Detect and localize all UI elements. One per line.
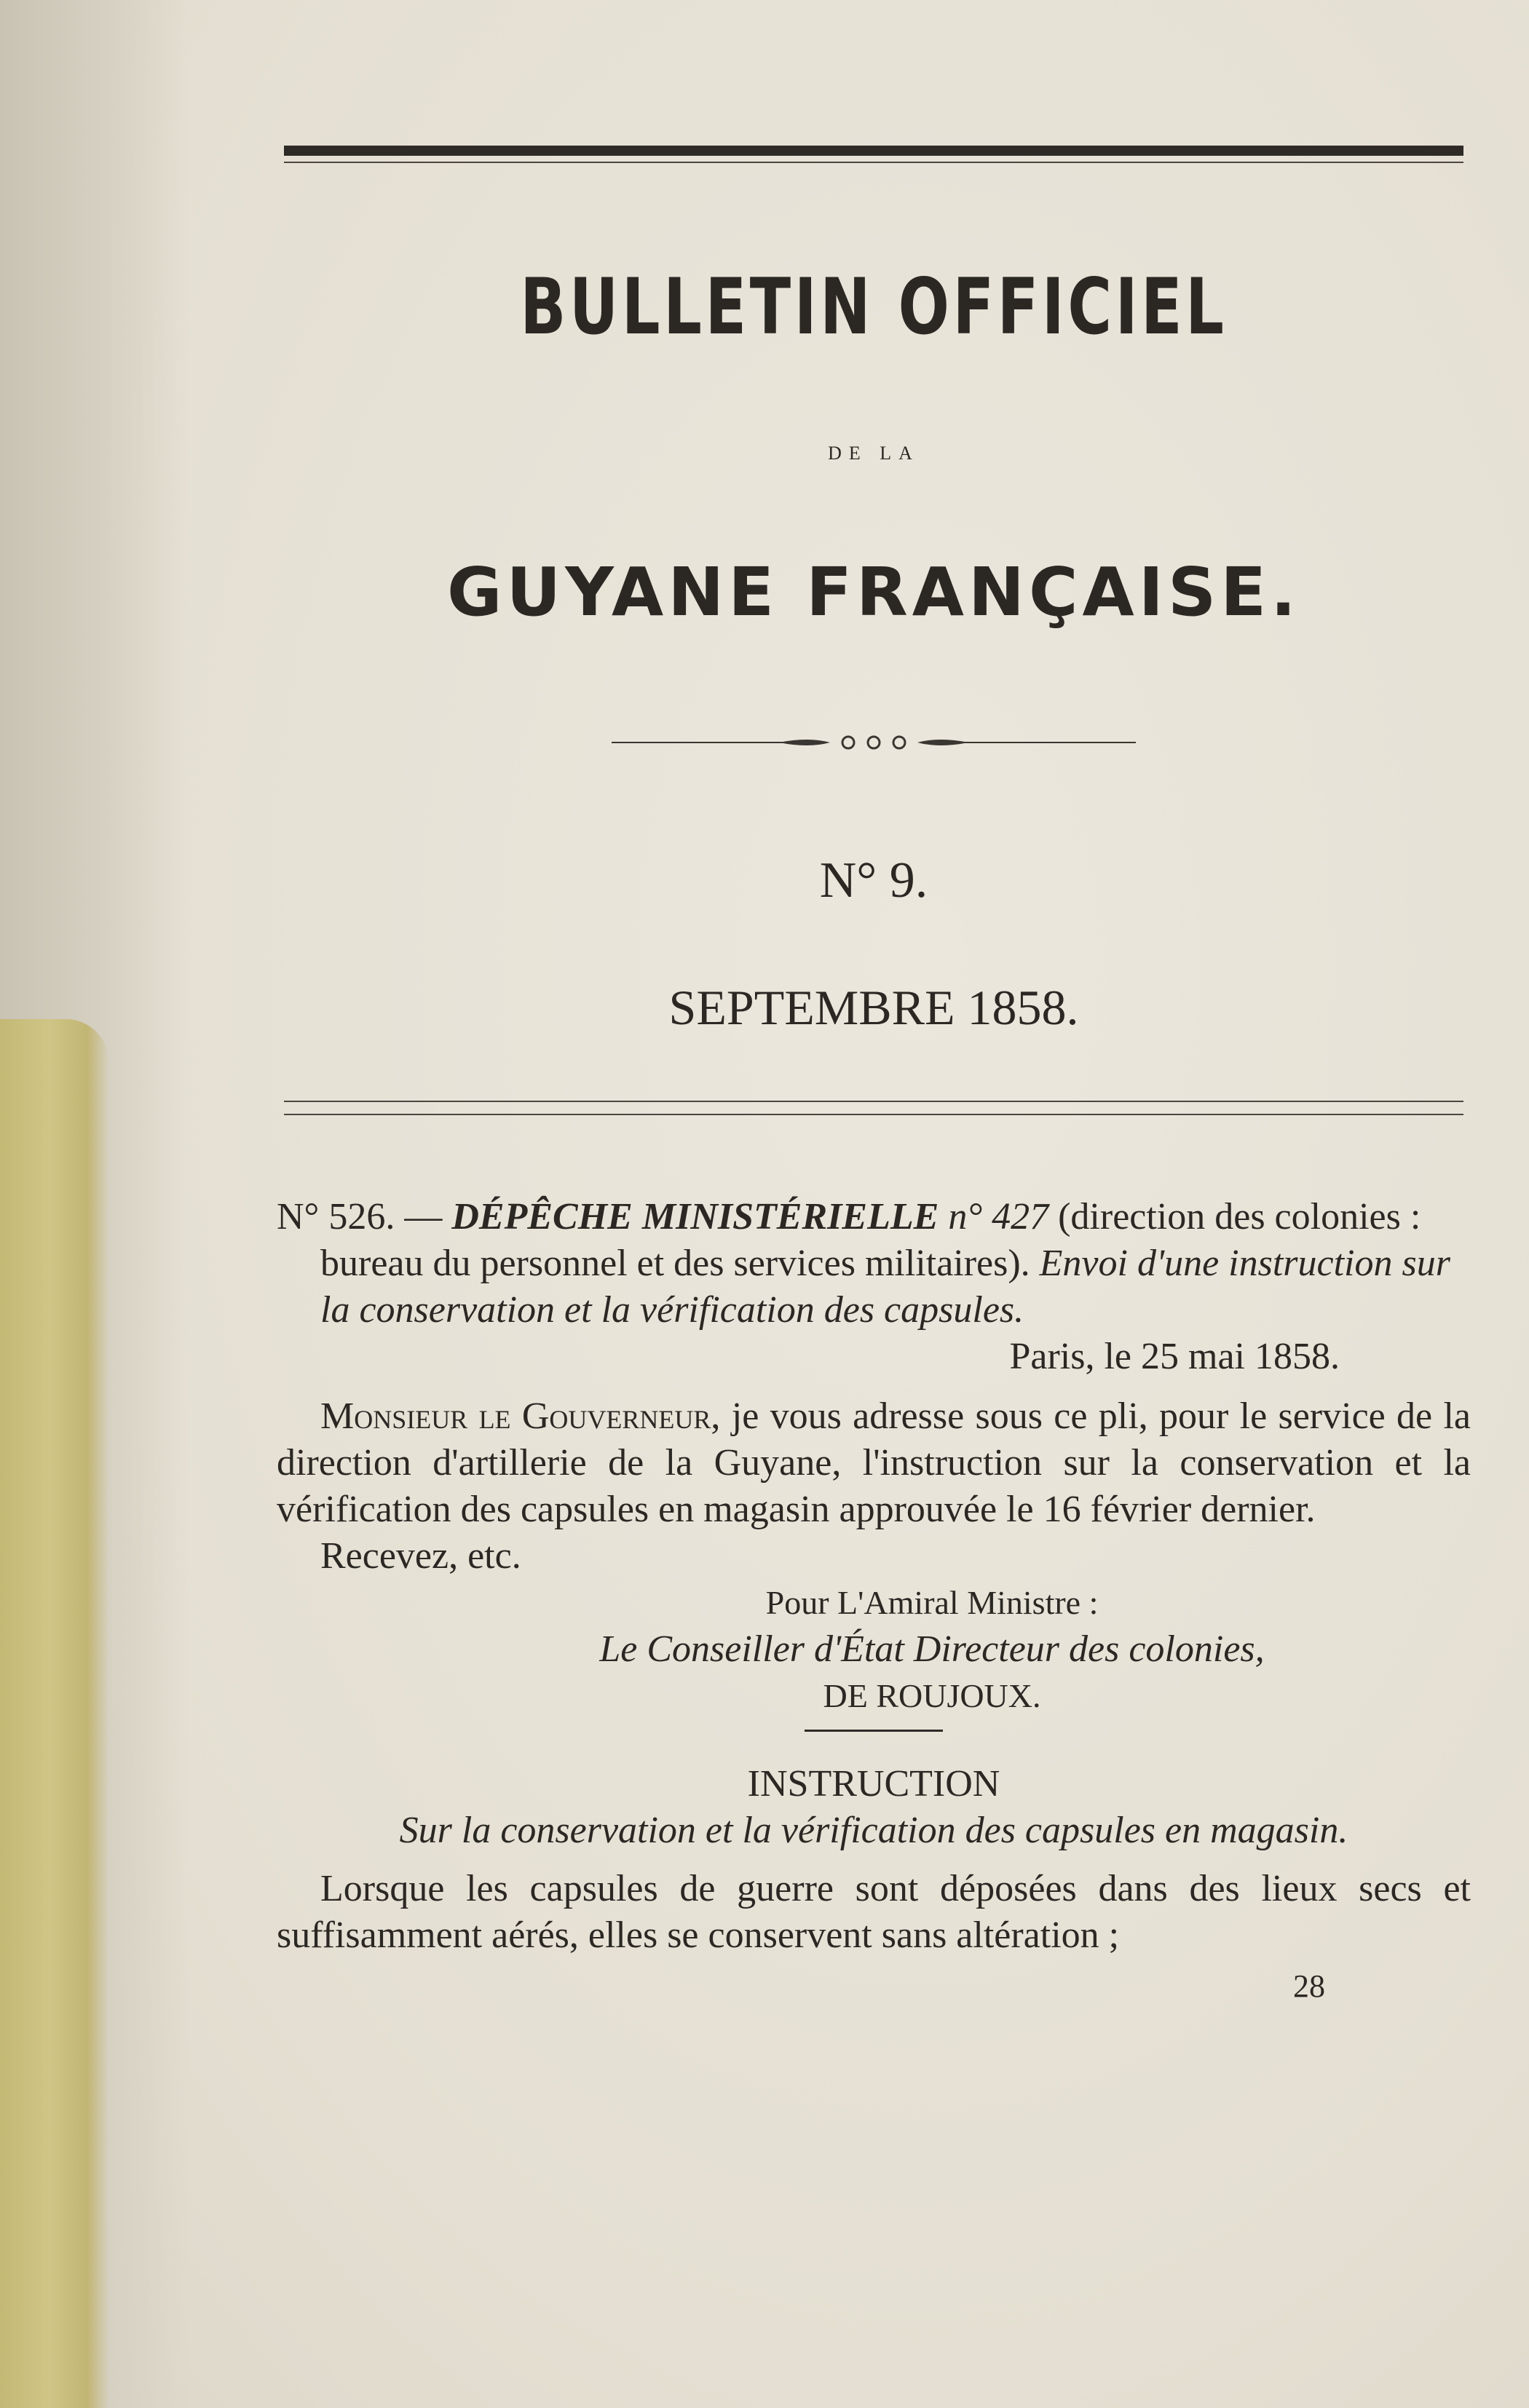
instruction-text: Lorsque les capsules de guerre sont déposées dans des lieux secs et suffisamment aérés, elles se conservent sans altération ;: [277, 1868, 1471, 1956]
bulletin-number: N° 9.: [819, 852, 928, 908]
separator: [805, 1730, 943, 1732]
signature-name: DE ROUJOUX.: [823, 1677, 1041, 1714]
instruction-subtitle: Sur la conservation et la vérification des capsules en magasin.: [399, 1810, 1348, 1851]
dispatch-body: Monsieur le Gouverneur, je vous adresse sous ce pli, pour le service de la direction d'artillerie de la Guyane, l'instruction sur la conservation et la vérification des capsules en magasin approuvée le 16 février dernier.: [277, 1395, 1471, 1530]
place-date: Paris, le 25 mai 1858.: [1009, 1336, 1340, 1377]
bulletin-title: BULLETIN OFFICIEL: [520, 262, 1228, 352]
bulletin-month: SEPTEMBRE 1858.: [668, 980, 1079, 1035]
dispatch-heading: N° 526. — DÉPÊCHE MINISTÉRIELLE n° 427 (direction des colonies : bureau du personnel et des services militaires). Envoi d'une instruction sur la conservation et la vérification des capsules.: [277, 1196, 1450, 1331]
top-rule-thin: [284, 162, 1463, 163]
section-rule-top: [284, 1101, 1463, 1102]
bookmark-ribbon: [0, 1019, 109, 2408]
document-body: [277, 1194, 1471, 2042]
dispatch-title: DÉPÊCHE MINISTÉRIELLE: [451, 1196, 939, 1237]
section-rule-bottom: [284, 1114, 1463, 1115]
top-rule: [284, 146, 1463, 156]
signature-role: Le Conseiller d'État Directeur des colonies,: [599, 1628, 1265, 1670]
salutation: Monsieur le Gouverneur: [320, 1395, 711, 1437]
instruction-heading: INSTRUCTION: [747, 1763, 1000, 1805]
country-title: GUYANE FRANÇAISE.: [447, 553, 1300, 631]
ornament-divider: [612, 728, 1136, 757]
dispatch-subject: Envoi d'une instruction sur la conservation et la vérification des capsules.: [320, 1243, 1450, 1331]
closing: Recevez, etc.: [320, 1535, 521, 1577]
signature-for: Pour L'Amiral Ministre :: [765, 1584, 1099, 1621]
page-number: 28: [1293, 1968, 1325, 2004]
de-la: DE LA: [828, 443, 920, 464]
